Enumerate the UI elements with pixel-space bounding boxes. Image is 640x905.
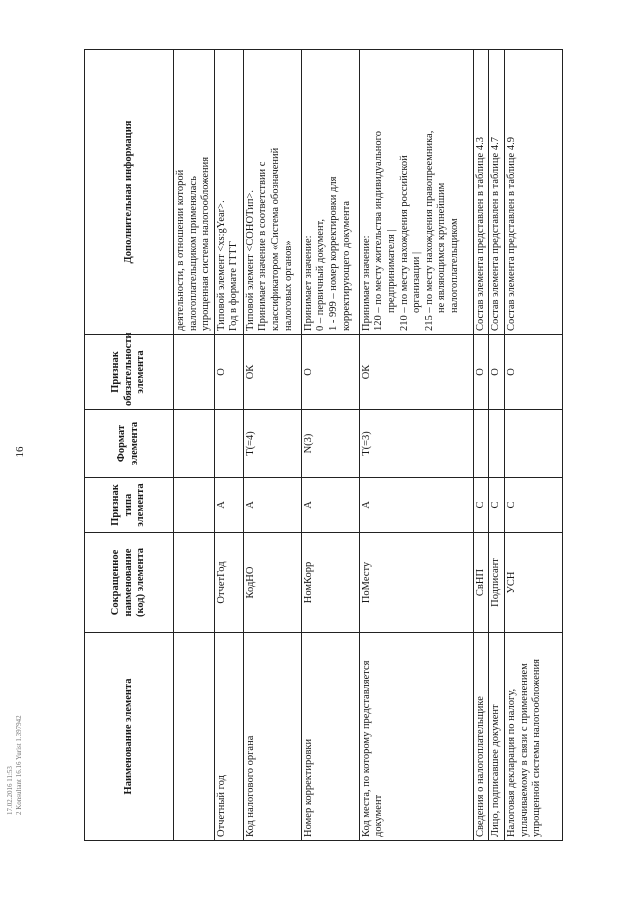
info-line: 210 – по месту нахождения российской [398, 155, 410, 331]
cell-info [359, 50, 473, 335]
cell-code: КодНО [243, 533, 301, 633]
info-line: Принимает значение: [302, 235, 314, 331]
elements-table [84, 49, 563, 841]
cell-name: Отчетный год [214, 633, 243, 841]
cell-info [473, 50, 489, 335]
info-line: 120 – по месту жительства индивидуального [373, 131, 385, 331]
info-line: предпринимателя | [385, 229, 397, 313]
cell-type: С [489, 478, 505, 533]
cell-format [504, 410, 562, 478]
cell-info [174, 50, 215, 335]
info-line: налогоплательщиком [448, 218, 460, 313]
document-stamp [6, 715, 24, 815]
cell-info [489, 50, 505, 335]
stamp-line-1: 17.02.2016 11:53 [6, 766, 14, 815]
page-number: 16 [14, 446, 26, 458]
table-row [301, 50, 359, 841]
table-header-row [85, 50, 174, 841]
info-line: упрощенная система налогообложения [200, 156, 212, 331]
cell-type: С [473, 478, 489, 533]
header-code: Сокращенное наименование (код) элемента [85, 533, 174, 633]
table-row [359, 50, 473, 841]
cell-required: О [214, 335, 243, 410]
cell-format [489, 410, 505, 478]
info-line: 1 - 999 – номер корректировки для [327, 176, 339, 331]
cell-name: Код места, по которому представляется документ [359, 633, 473, 841]
cell-format: T(=3) [359, 410, 473, 478]
info-line: Принимает значение: [360, 235, 372, 331]
cell-format: N(3) [301, 410, 359, 478]
info-line: Год в формате ГГГГ [228, 241, 240, 331]
cell-name: Номер корректировки [301, 633, 359, 841]
table-row [489, 50, 505, 841]
table-row [473, 50, 489, 841]
info-line: корректирующего документа [340, 201, 352, 331]
info-line: 215 – по месту нахождения правопреемника, [423, 130, 435, 331]
info-line: Принимает значение в соответствии с [257, 161, 269, 331]
cell-type: А [243, 478, 301, 533]
cell-code: ПоМесту [359, 533, 473, 633]
cell-format: T(=4) [243, 410, 301, 478]
cell-code: Подписант [489, 533, 505, 633]
cell-code: УСН [504, 533, 562, 633]
cell-name: Налоговая декларация по налогу, уплачиваемому в связи с применением упрощенной системы налогообложения [504, 633, 562, 841]
cell-type: С [504, 478, 562, 533]
header-required: Признак обязательности элемента [85, 335, 174, 410]
cell-info [301, 50, 359, 335]
cell-required: ОК [359, 335, 473, 410]
info-line: Типовой элемент <СОНОТип>. [244, 190, 256, 331]
header-format: Формат элемента [85, 410, 174, 478]
cell-code: НомКорр [301, 533, 359, 633]
info-line: деятельности, в отношении которой [175, 169, 186, 331]
cell-format [214, 410, 243, 478]
cell-info [504, 50, 562, 335]
info-line: Состав элемента представлен в таблице 4.9 [505, 137, 517, 331]
cell-required: О [504, 335, 562, 410]
cell-name: Сведения о налогоплательщике [473, 633, 489, 841]
info-line: не являющимся крупнейшим [436, 182, 448, 313]
info-line: налогоплательщиком применялась [187, 176, 199, 331]
header-type: Признак типа элемента [85, 478, 174, 533]
cell-required [174, 335, 215, 410]
table-row [504, 50, 562, 841]
info-line: Состав элемента представлен в таблице 4.7 [490, 137, 502, 331]
info-line: налоговых органов» [282, 240, 294, 331]
cell-type [174, 478, 215, 533]
cell-required: О [301, 335, 359, 410]
cell-info [243, 50, 301, 335]
stamp-line-2: 2 Konsultant 16.16 Yurist 1.397942 [15, 715, 23, 815]
table-row [174, 50, 215, 841]
cell-info [214, 50, 243, 335]
cell-name: Код налогового органа [243, 633, 301, 841]
cell-format [174, 410, 215, 478]
cell-format [473, 410, 489, 478]
cell-type: А [301, 478, 359, 533]
header-info: Дополнительная информация [85, 50, 174, 335]
cell-code: ОтчетГод [214, 533, 243, 633]
info-line: классификатором «Система обозначений [269, 147, 281, 331]
header-name: Наименование элемента [85, 633, 174, 841]
cell-type: А [214, 478, 243, 533]
info-line: Состав элемента представлен в таблице 4.3 [474, 137, 486, 331]
cell-required: ОК [243, 335, 301, 410]
info-line: Типовой элемент <xs:gYear>. [215, 200, 227, 331]
table-row [243, 50, 301, 841]
cell-required: О [473, 335, 489, 410]
cell-name: Лицо, подписавшее документ [489, 633, 505, 841]
table-row [214, 50, 243, 841]
cell-required: О [489, 335, 505, 410]
rotated-table-container [84, 50, 543, 841]
info-line: 0 – первичный документ, [315, 218, 327, 331]
info-line: организации | [411, 251, 423, 313]
cell-type: А [359, 478, 473, 533]
cell-name [174, 633, 215, 841]
cell-code [174, 533, 215, 633]
cell-code: СвНП [473, 533, 489, 633]
